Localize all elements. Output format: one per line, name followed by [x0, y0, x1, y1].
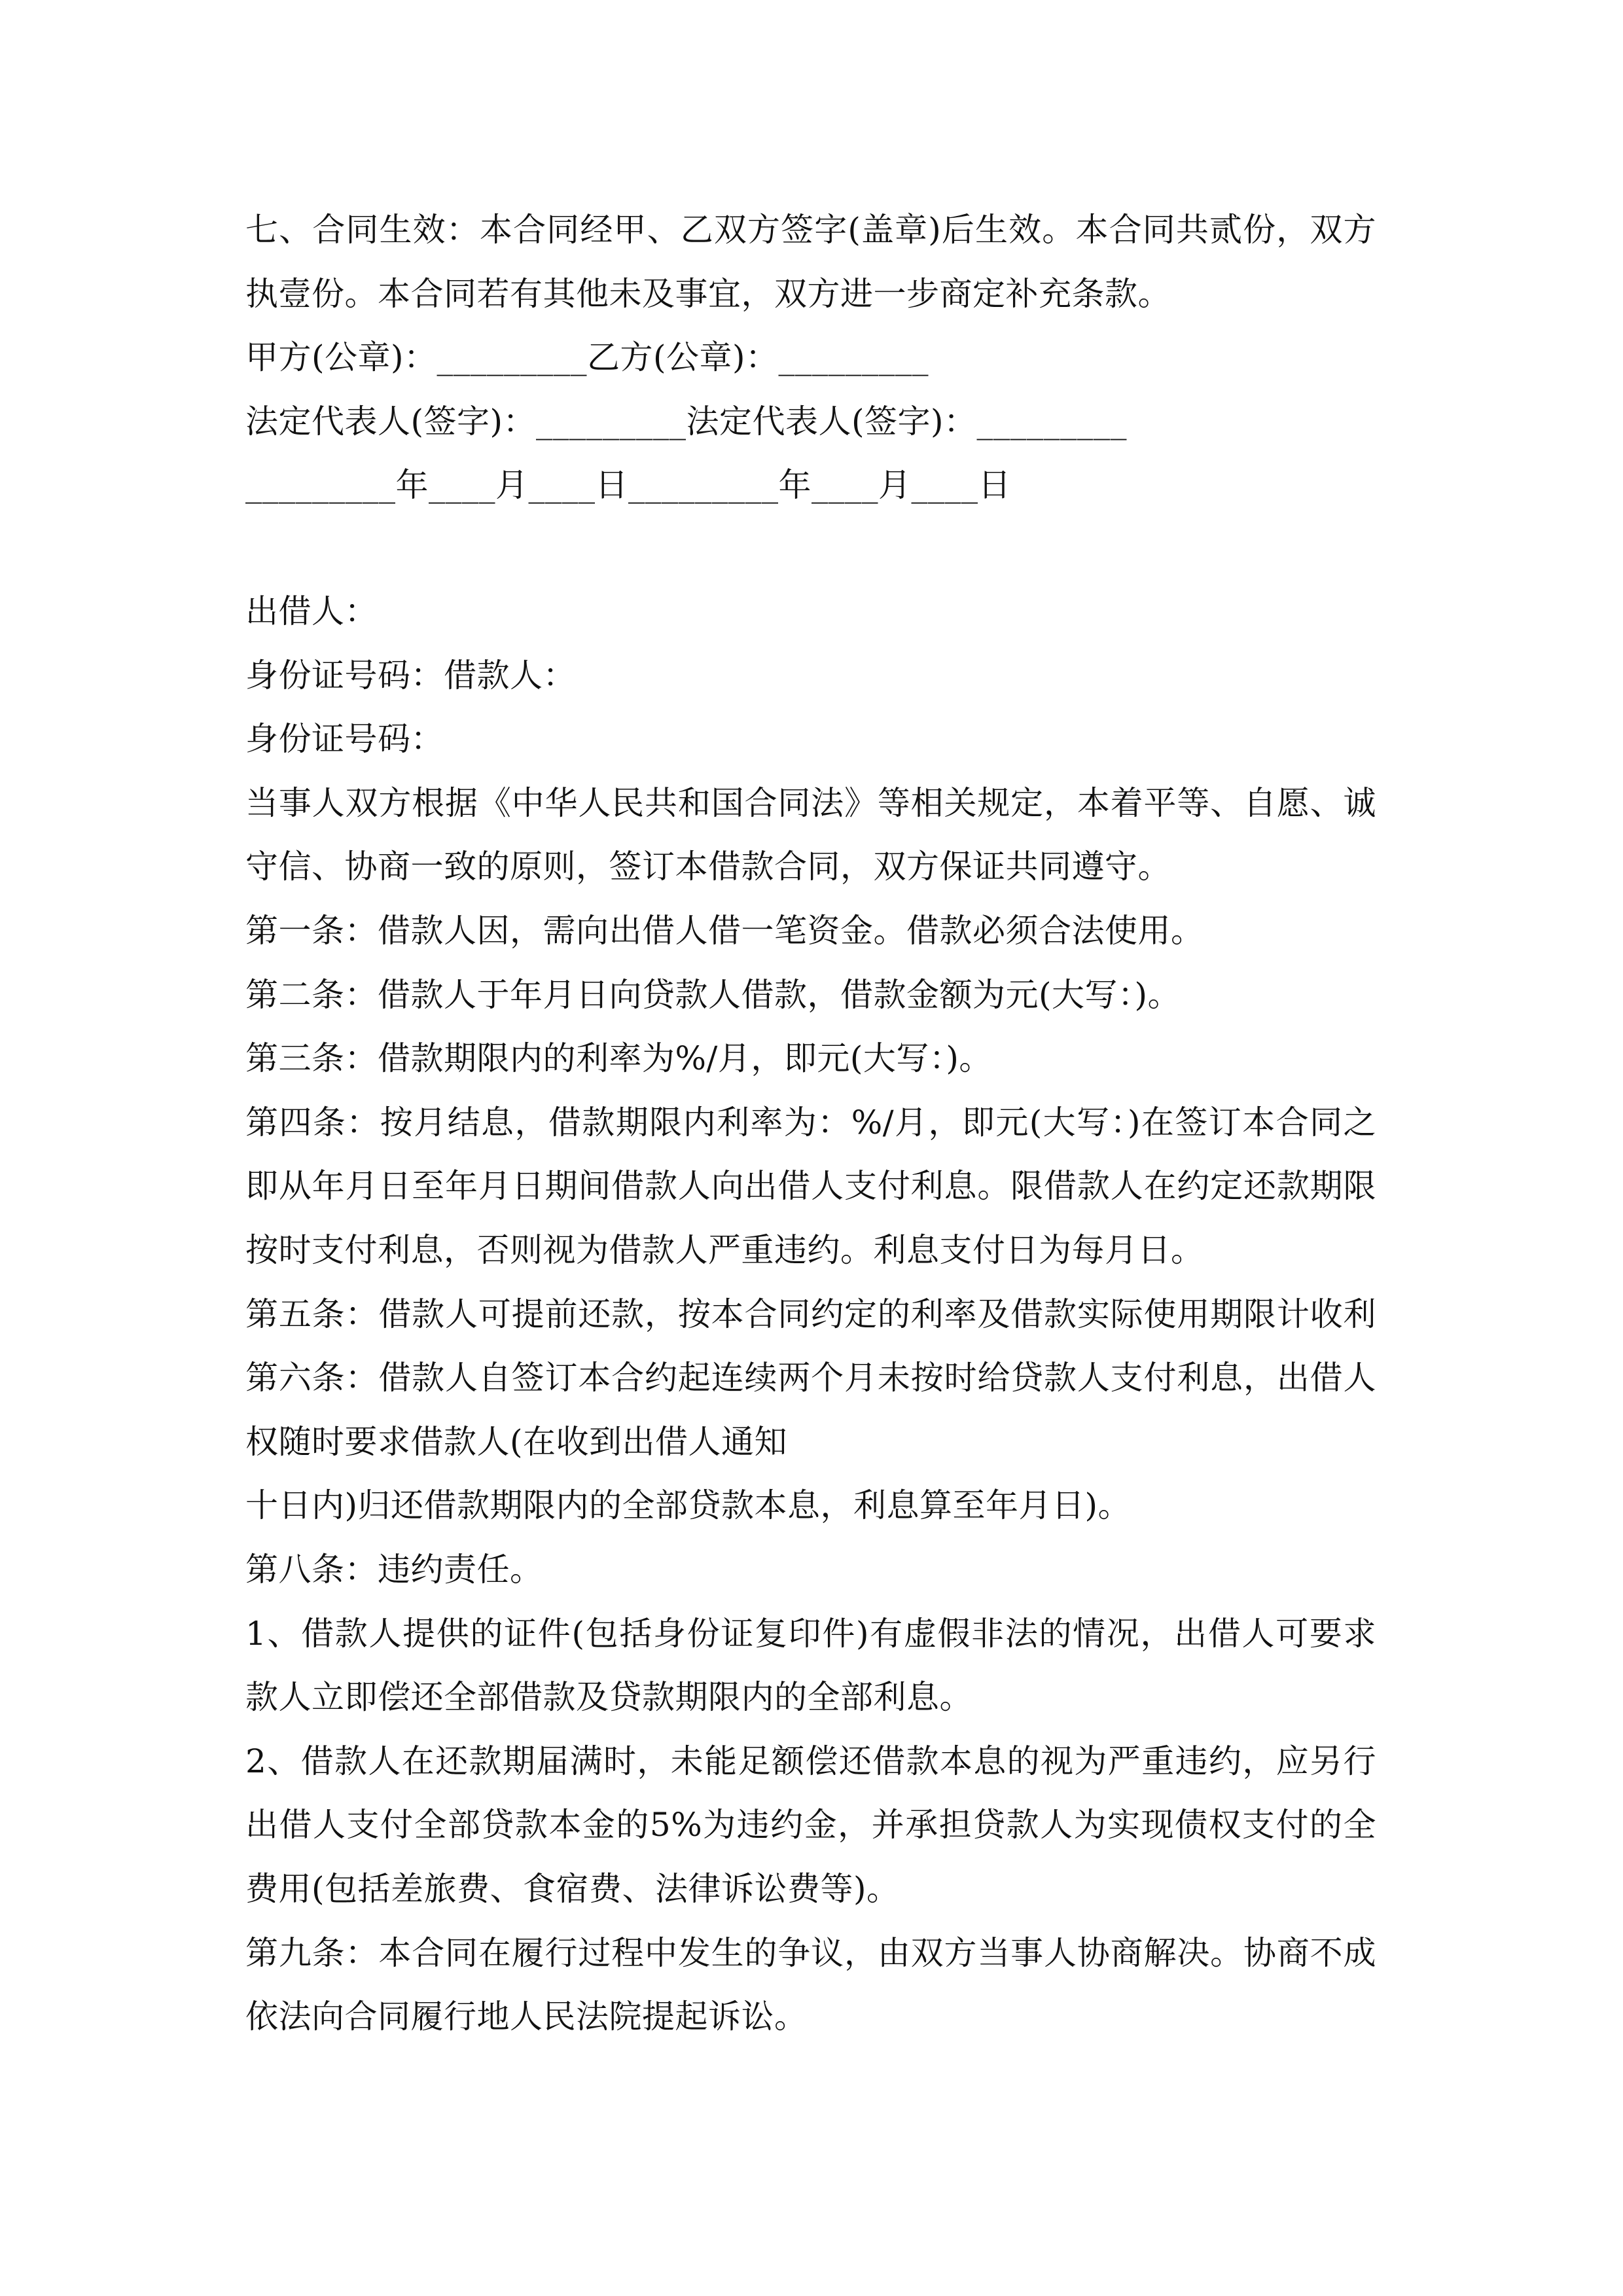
contract-paragraph-line: 1、借款人提供的证件(包括身份证复印件)有虚假非法的情况，出借人可要求 — [245, 1614, 1376, 1653]
contract-paragraph-line: 守信、协商一致的原则，签订本借款合同，双方保证共同遵守。 — [245, 848, 1171, 886]
contract-paragraph-line: 权随时要求借款人(在收到出借人通知 — [245, 1422, 788, 1461]
contract-paragraph-line: 即从年月日至年月日期间借款人向出借人支付利息。限借款人在约定还款期限 — [245, 1167, 1376, 1206]
contract-paragraph-line: 第六条：借款人自签订本合约起连续两个月未按时给贷款人支付利息，出借人 — [245, 1359, 1376, 1397]
contract-paragraph-line: 第三条：借款期限内的利率为%/月，即元(大写：)。 — [245, 1039, 992, 1078]
contract-paragraph-line: 第八条：违约责任。 — [245, 1551, 543, 1588]
contract-paragraph-line: 2、借款人在还款期届满时，未能足额偿还借款本息的视为严重违约，应另行 — [245, 1742, 1376, 1780]
signature-line: _________年____月____日_________年____月____日 — [245, 466, 1011, 505]
signature-line: 法定代表人(签字)：_________法定代表人(签字)：_________ — [245, 402, 1128, 440]
contract-paragraph-line: 依法向合同履行地人民法院提起诉讼。 — [245, 1998, 808, 2036]
contract-paragraph-line: 身份证号码：借款人： — [245, 656, 576, 694]
contract-paragraph-line: 第五条：借款人可提前还款，按本合同约定的利率及借款实际使用期限计收利 — [245, 1295, 1376, 1333]
signature-line: 甲方(公章)：_________乙方(公章)：_________ — [245, 338, 929, 377]
contract-paragraph-line: 第一条：借款人因，需向出借人借一笔资金。借款必须合法使用。 — [245, 912, 1204, 950]
contract-paragraph-line: 十日内)归还借款期限内的全部贷款本息，利息算至年月日)。 — [245, 1486, 1132, 1525]
signature-line: 七、合同生效：本合同经甲、乙双方签字(盖章)后生效。本合同共贰份，双方 — [245, 211, 1376, 249]
contract-paragraph-line: 第九条：本合同在履行过程中发生的争议，由双方当事人协商解决。协商不成 — [245, 1933, 1376, 1972]
contract-paragraph-line: 费用(包括差旅费、食宿费、法律诉讼费等)。 — [245, 1870, 900, 1908]
contract-paragraph-line: 第二条：借款人于年月日向贷款人借款，借款金额为元(大写：)。 — [245, 975, 1181, 1014]
contract-paragraph-line: 出借人： — [245, 592, 378, 630]
contract-paragraph-line: 当事人双方根据《中华人民共和国合同法》等相关规定，本着平等、自愿、诚 — [245, 783, 1376, 822]
contract-paragraph-line: 第四条：按月结息，借款期限内利率为：%/月，即元(大写：)在签订本合同之 — [245, 1103, 1376, 1141]
contract-paragraph-line: 按时支付利息，否则视为借款人严重违约。利息支付日为每月日。 — [245, 1231, 1204, 1269]
contract-paragraph-line: 身份证号码： — [245, 720, 444, 759]
contract-paragraph-line: 出借人支付全部贷款本金的5%为违约金，并承担贷款人为实现债权支付的全 — [245, 1806, 1376, 1844]
signature-line: 执壹份。本合同若有其他未及事宜，双方进一步商定补充条款。 — [245, 274, 1171, 313]
contract-paragraph-line: 款人立即偿还全部借款及贷款期限内的全部利息。 — [245, 1678, 972, 1717]
